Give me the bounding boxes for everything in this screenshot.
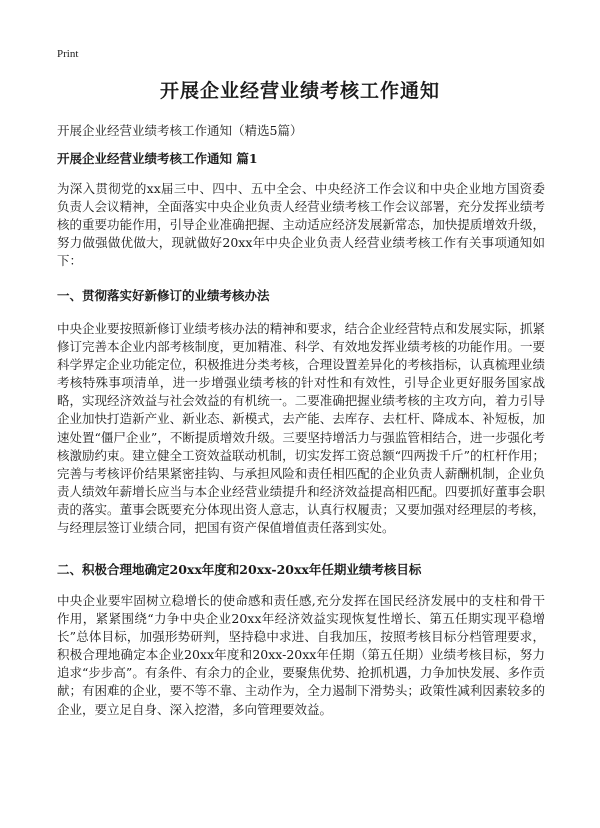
section-heading-2: 二、积极合理地确定20xx年度和20xx-20xx年任期业绩考核目标 (57, 562, 422, 577)
article-heading: 开展企业经营业绩考核工作通知 篇1 (57, 151, 258, 166)
paragraph-section-1: 中央企业要按照新修订业绩考核办法的精神和要求，结合企业经营特点和发展实际，抓紧修订完善本企业内部考核制度，更加精准、科学、有效地发挥业绩考核的功能作用。一要科学界定企业功能定位，积极推进分类考核，合理设置差异化的考核指标，认真梳理业绩考核特殊事项清单，进一步增强业绩考核的针对性和有效性，引导企业更好服务国家战略，实现经济效益与社会效益的有机统一。二要准确把握业绩考核的主攻方向，着力引导企业加快打造新产业、新业态、新模式，去产能、去库存、去杠杆、降成本、补短板，加速处置“僵尸企业”，不断提质增效升级。三要坚持增活力与强监管相结合，进一步强化考核激励约束。建立健全工资效益联动机制，切实发挥工资总额“四两拨千斤”的杠杆作用；完善与考核评价结果紧密挂钩、与承担风险和责任相匹配的企业负责人薪酬机制，企业负责人绩效年薪增长应当与本企业经营业绩提升和经济效益提高相匹配。四要抓好董事会职责的落实。董事会既要充分体现出资人意志，认真行权履责；又要加强对经理层的考核，与经理层签订业绩合同，把国有资产保值增值责任落到实处。 (57, 321, 545, 536)
paragraph-section-2: 中央企业要牢固树立稳增长的使命感和责任感,充分发挥在国民经济发展中的支柱和骨干作用，紧紧围绕“力争中央企业20xx年经济效益实现恢复性增长、第五任期实现平稳增长”总体目标，加强形势研判，坚持稳中求进、自我加压，按照考核目标分档管理要求，积极合理地确定本企业20xx年度和20xx-20xx年任期（第五任期）业绩考核目标，努力追求“步步高”。有条件、有余力的企业，要聚焦优势、抢抓机遇，力争加快发展、多作贡献；有困难的企业，要不等不靠、主动作为，全力遏制下滑势头；政策性减利因素较多的企业，要立足自身、深入挖潜，多向管理要效益。 (57, 593, 545, 717)
document-subtitle: 开展企业经营业绩考核工作通知（精选5篇） (57, 123, 303, 138)
section-heading-1: 一、贯彻落实好新修订的业绩考核办法 (57, 288, 270, 303)
page-title: 开展企业经营业绩考核工作通知 (159, 80, 440, 102)
paragraph-intro: 为深入贯彻党的xx届三中、四中、五中全会、中央经济工作会议和中央企业地方国资委负责人会议精神，全面落实中央企业负责人经营业绩考核工作会议部署，充分发挥业绩考核的重要功能作用，引导企业准确把握、主动适应经济发展新常态，加快提质增效升级，努力做强做优做大，现就做好20xx年中央企业负责人经营业绩考核工作有关事项通知如下： (57, 181, 545, 269)
print-link[interactable]: Print (57, 48, 79, 60)
